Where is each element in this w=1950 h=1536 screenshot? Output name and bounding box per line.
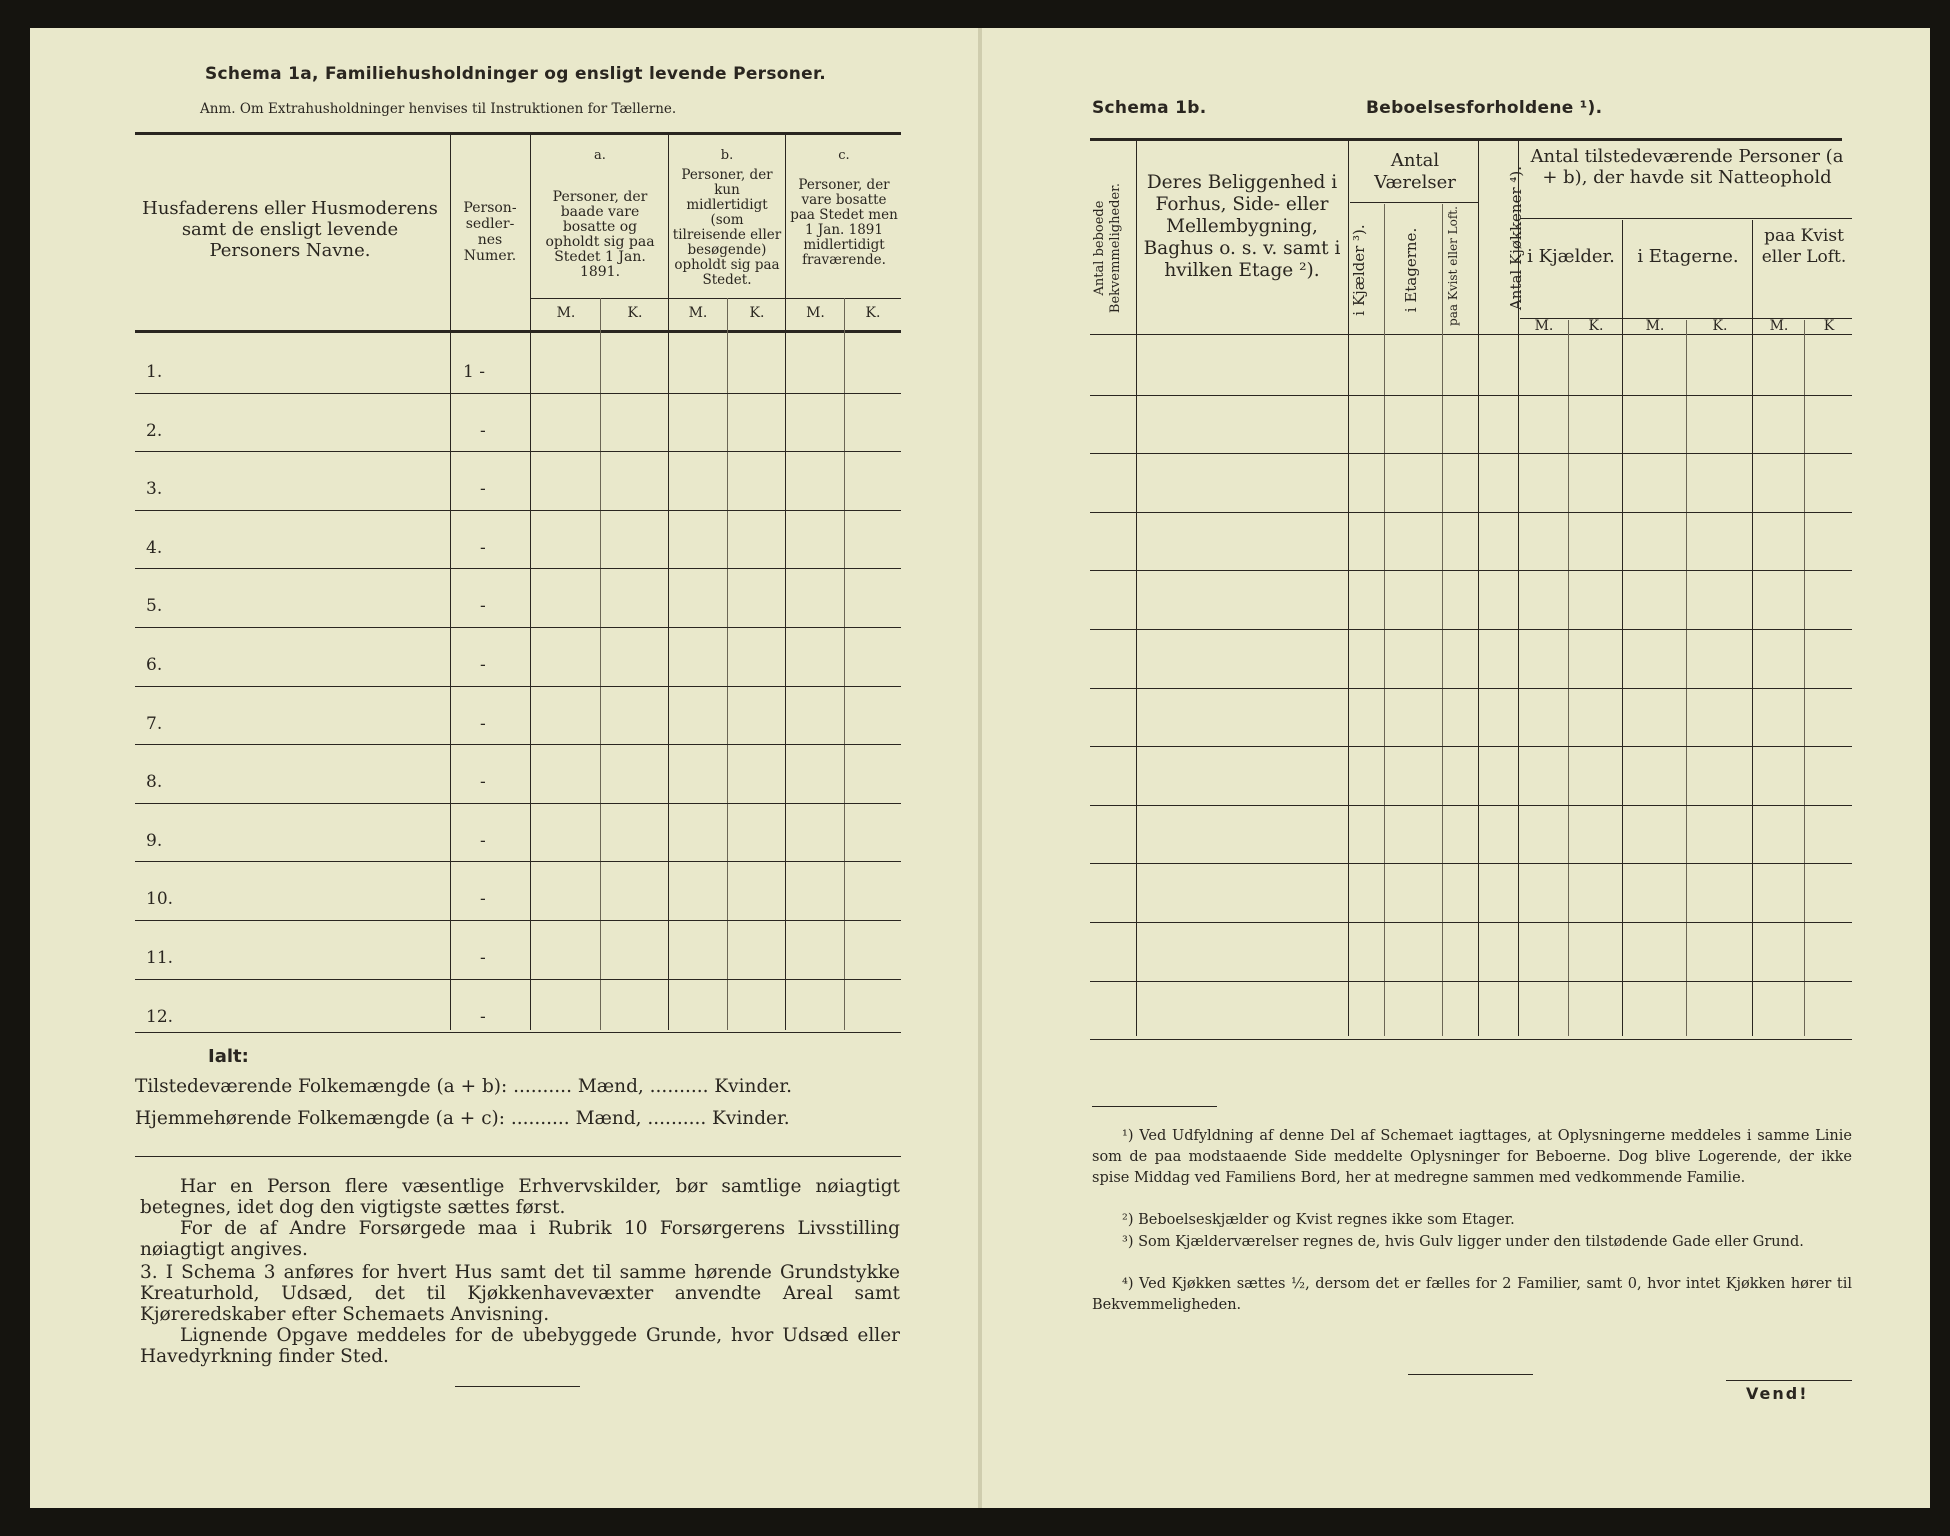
note-paragraph-2: For de af Andre Forsørgede maa i Rubrik 10 Forsørgerens Livsstilling nøiagtigt angives. — [140, 1218, 900, 1260]
note-paragraph-1: Har en Person flere væsentlige Erhvervskilder, bør samtlige nøiagtigt betegnes, idet dog den vigtigste sættes først. — [140, 1176, 900, 1218]
col-a-k: K. — [627, 305, 643, 321]
col-beliggenhed-header: Deres Beliggenhed i Forhus, Side- eller Mellembygning, Baghus o. s. v. samt i hvilken Etage ²). — [1143, 172, 1341, 281]
note-paragraph-3: 3. I Schema 3 anføres for hvert Hus samt det til samme hørende Grundstykke Kreaturhold, Udsæd, det til Kjøkkenhavevæxter anvendte Areal samt Kjøreredskaber efter Schemaets Anvisning. — [140, 1262, 900, 1325]
note-paragraph-4: Lignende Opgave meddeles for de ubebyggede Grunde, hvor Udsæd eller Havedyrkning finder Sted. — [140, 1325, 900, 1367]
person-number-mark: 1 - — [463, 362, 485, 382]
rb-etagerne-m: M. — [1645, 318, 1665, 334]
col-a-m: M. — [556, 305, 576, 321]
col-c-letter: c. — [838, 148, 850, 163]
col-a-letter: a. — [594, 148, 606, 163]
sub-kjaelder-header: i Kjælder. — [1527, 246, 1615, 267]
col-number-header: Person-sedler-nes Numer. — [463, 200, 517, 264]
row-rule — [135, 451, 901, 452]
col-a-header: Personer, der baade vare bosatte og opholdt sig paa Stedet 1 Jan. 1891. — [545, 189, 655, 280]
right-row-rule — [1090, 981, 1852, 982]
right-row-rule — [1090, 688, 1852, 689]
right-row-rule — [1090, 395, 1852, 396]
footnote-2: ²) Beboelseskjælder og Kvist regnes ikke som Etager. — [1122, 1212, 1515, 1228]
row-rule — [135, 568, 901, 569]
col-c-header: Personer, der vare bosatte paa Stedet men 1 Jan. 1891 midlertidigt fraværende. — [790, 177, 898, 268]
schema-1b-heading: Beboelsesforholdene ¹). — [1366, 98, 1603, 118]
right-row-rule — [1090, 512, 1852, 513]
row-rule — [135, 979, 901, 980]
col-name-header: Husfaderens eller Husmoderens samt de ensligt levende Personers Navne. — [142, 198, 438, 261]
col-b-k: K. — [749, 305, 765, 321]
schema-1a-title — [205, 64, 826, 84]
col-personer-header: Antal tilstedeværende Personer (a + b), der havde sit Natteophold — [1530, 146, 1844, 188]
col-antal-bekv-header: Antal beboede Bekvemmeligheder. — [1092, 182, 1123, 314]
person-number-mark: - — [480, 596, 486, 617]
row-rule — [135, 627, 901, 628]
right-row-rule — [1090, 453, 1852, 454]
col-kvist-header: paa Kvist eller Loft. — [1446, 206, 1460, 326]
rb-kjaelder-k: K. — [1588, 318, 1604, 334]
right-row-rule — [1090, 746, 1852, 747]
page-crease — [978, 28, 982, 1508]
footnote-1: ¹) Ved Udfyldning af denne Del af Schemaet iagttages, at Oplysningerne meddeles i samme Linie som de paa modstaaende Side meddelte Oplysninger for Beboerne. Dog blive Logerende, der ikke spise Middag ved Familiens Bord, her at medregne sammen med vedkommende Familie. — [1092, 1128, 1852, 1186]
person-number-mark: - — [480, 948, 486, 968]
right-row-rule — [1090, 629, 1852, 630]
row-number: 4. — [146, 537, 163, 558]
col-b-letter: b. — [720, 148, 734, 163]
person-number-mark: - — [480, 655, 486, 675]
schema-1b-label: Schema 1b. — [1092, 98, 1207, 118]
row-rule — [135, 744, 901, 745]
person-number-mark: - — [480, 889, 486, 910]
row-number: 9. — [146, 830, 163, 851]
row-number: 6. — [146, 655, 163, 675]
vend-label: Vend! — [1746, 1384, 1809, 1403]
col-b-m: M. — [688, 305, 708, 321]
right-row-rule — [1090, 922, 1852, 923]
row-rule — [135, 803, 901, 804]
sub-etagerne-header: i Etagerne. — [1637, 246, 1739, 267]
rb-kjaelder-m: M. — [1534, 318, 1554, 334]
col-b-header: Personer, der kun midlertidigt (som tilreisende eller besøgende) opholdt sig paa Stedet. — [672, 167, 782, 288]
footnote-4: ⁴) Ved Kjøkken sættes ½, dersom det er fælles for 2 Familier, samt 0, hvor intet Kjøkken hører til Bekvemmeligheden. — [1092, 1276, 1852, 1313]
row-number: 11. — [146, 948, 174, 968]
rb-kvist-k: K — [1823, 318, 1835, 334]
row-number: 5. — [146, 596, 163, 617]
row-rule — [135, 920, 901, 921]
person-number-mark: - — [480, 772, 486, 793]
row-rule — [135, 510, 901, 511]
col-kjaelder-header: i Kjælder ³). — [1350, 224, 1368, 316]
schema-1a-label: Schema 1a, — [205, 64, 319, 84]
right-row-rule — [1090, 570, 1852, 571]
row-number: 10. — [146, 889, 174, 910]
person-number-mark: - — [480, 420, 486, 441]
row-rule — [135, 861, 901, 862]
rb-kvist-m: M. — [1769, 318, 1789, 334]
row-number: 2. — [146, 420, 163, 441]
person-number-mark: - — [480, 479, 486, 500]
right-row-rule — [1090, 1039, 1852, 1040]
rb-etagerne-k: K. — [1712, 318, 1728, 334]
row-rule — [135, 393, 901, 394]
row-number: 7. — [146, 713, 163, 734]
footnote-3: ³) Som Kjælderværelser regnes de, hvis Gulv ligger under den tilstødende Gade eller Grund. — [1122, 1234, 1804, 1250]
row-number: 12. — [146, 1006, 174, 1027]
sub-kvist-header: paa Kvist eller Loft. — [1761, 226, 1847, 267]
person-number-mark: - — [480, 713, 486, 734]
row-number: 8. — [146, 772, 163, 793]
col-kjokkener-header: Antal Kjøkkener ⁴). — [1507, 165, 1525, 311]
row-rule — [135, 686, 901, 687]
row-number: 3. — [146, 479, 163, 500]
right-row-rule — [1090, 805, 1852, 806]
person-number-mark: - — [480, 830, 486, 851]
ialt-label: Ialt: — [208, 1046, 249, 1067]
schema-1a-heading: Familiehusholdninger og ensligt levende Personer. — [325, 64, 826, 84]
col-c-m: M. — [806, 305, 825, 321]
col-etagerne-header: i Etagerne. — [1402, 227, 1420, 313]
person-number-mark: - — [480, 1006, 486, 1027]
col-c-k: K. — [865, 305, 881, 321]
right-row-rule — [1090, 863, 1852, 864]
tilstede-line: Tilstedeværende Folkemængde (a + b): .......... Mænd, .......... Kvinder. — [135, 1076, 792, 1097]
schema-1a-note: Anm. Om Extrahusholdninger henvises til Instruktionen for Tællerne. — [200, 101, 677, 117]
hjemme-line: Hjemmehørende Folkemængde (a + c): .......... Mænd, .......... Kvinder. — [135, 1108, 790, 1129]
col-vaerelser-header: Antal Værelser — [1374, 150, 1456, 193]
row-number: 1. — [146, 362, 163, 382]
person-number-mark: - — [480, 537, 486, 558]
